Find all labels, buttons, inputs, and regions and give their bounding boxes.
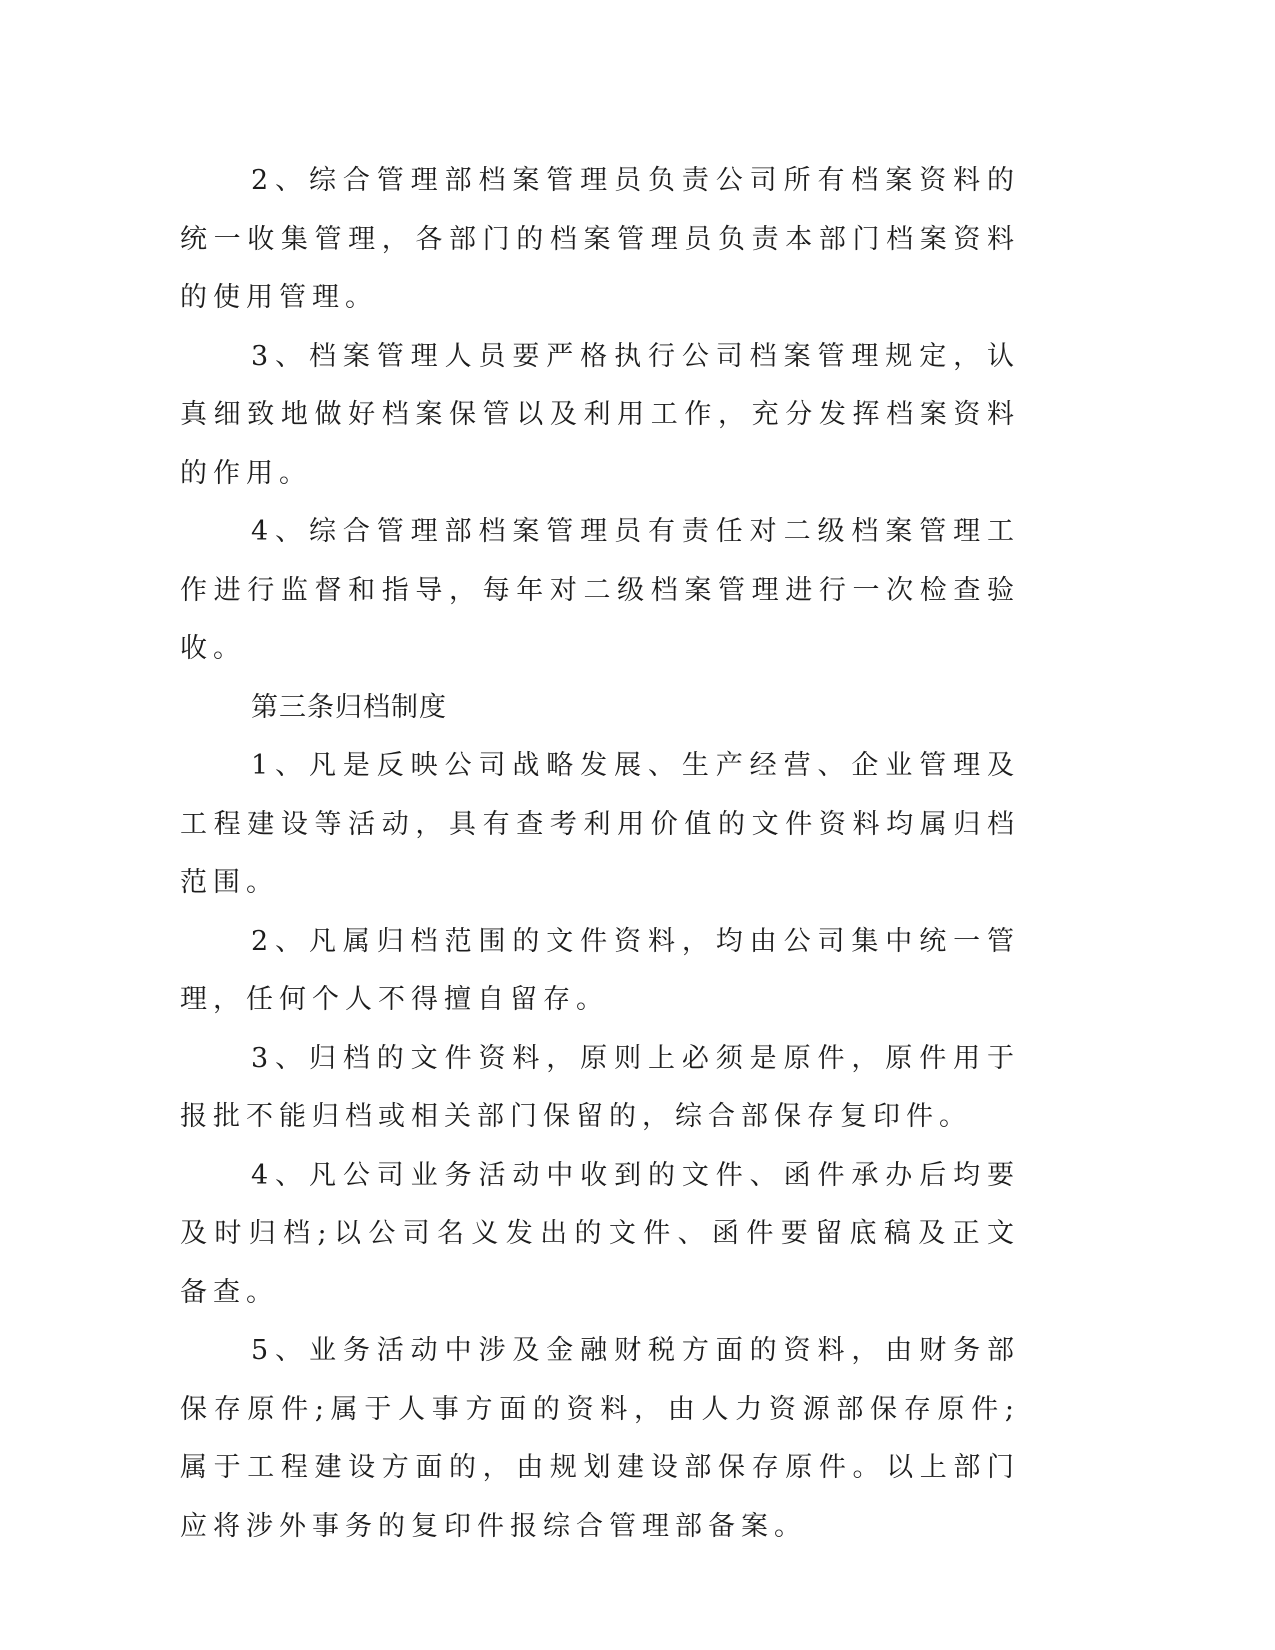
section-heading-filing-system: 第三条归档制度 bbox=[251, 691, 447, 723]
paragraph-archive-staff-duty: 3、档案管理人员要严格执行公司档案管理规定，认真细致地做好档案保管以及利用工作，充分发挥档案资料的作用。 bbox=[180, 340, 1020, 489]
paragraph-department-originals: 5、业务活动中涉及金融财税方面的资料，由财务部保存原件;属于人事方面的资料，由人力资源部保存原件;属于工程建设方面的，由规划建设部保存原件。以上部门应将涉外事务的复印件报综合管理部备案。 bbox=[180, 1335, 1020, 1542]
paragraph-archive-collection: 2、综合管理部档案管理员负责公司所有档案资料的统一收集管理，各部门的档案管理员负责本部门档案资料的使用管理。 bbox=[180, 165, 1020, 313]
paragraph-original-documents: 3、归档的文件资料，原则上必须是原件，原件用于报批不能归档或相关部门保留的，综合部保存复印件。 bbox=[180, 1042, 1020, 1132]
paragraph-timely-filing: 4、凡公司业务活动中收到的文件、函件承办后均要及时归档;以公司名义发出的文件、函件要留底稿及正文备查。 bbox=[180, 1159, 1020, 1308]
paragraph-filing-scope: 1、凡是反映公司战略发展、生产经营、企业管理及工程建设等活动，具有查考利用价值的文件资料均属归档范围。 bbox=[180, 750, 1020, 898]
paragraph-supervision: 4、综合管理部档案管理员有责任对二级档案管理工作进行监督和指导，每年对二级档案管理进行一次检查验收。 bbox=[180, 516, 1020, 664]
paragraph-unified-management: 2、凡属归档范围的文件资料，均由公司集中统一管理，任何个人不得擅自留存。 bbox=[180, 925, 1020, 1015]
document-page bbox=[180, 152, 1020, 1556]
